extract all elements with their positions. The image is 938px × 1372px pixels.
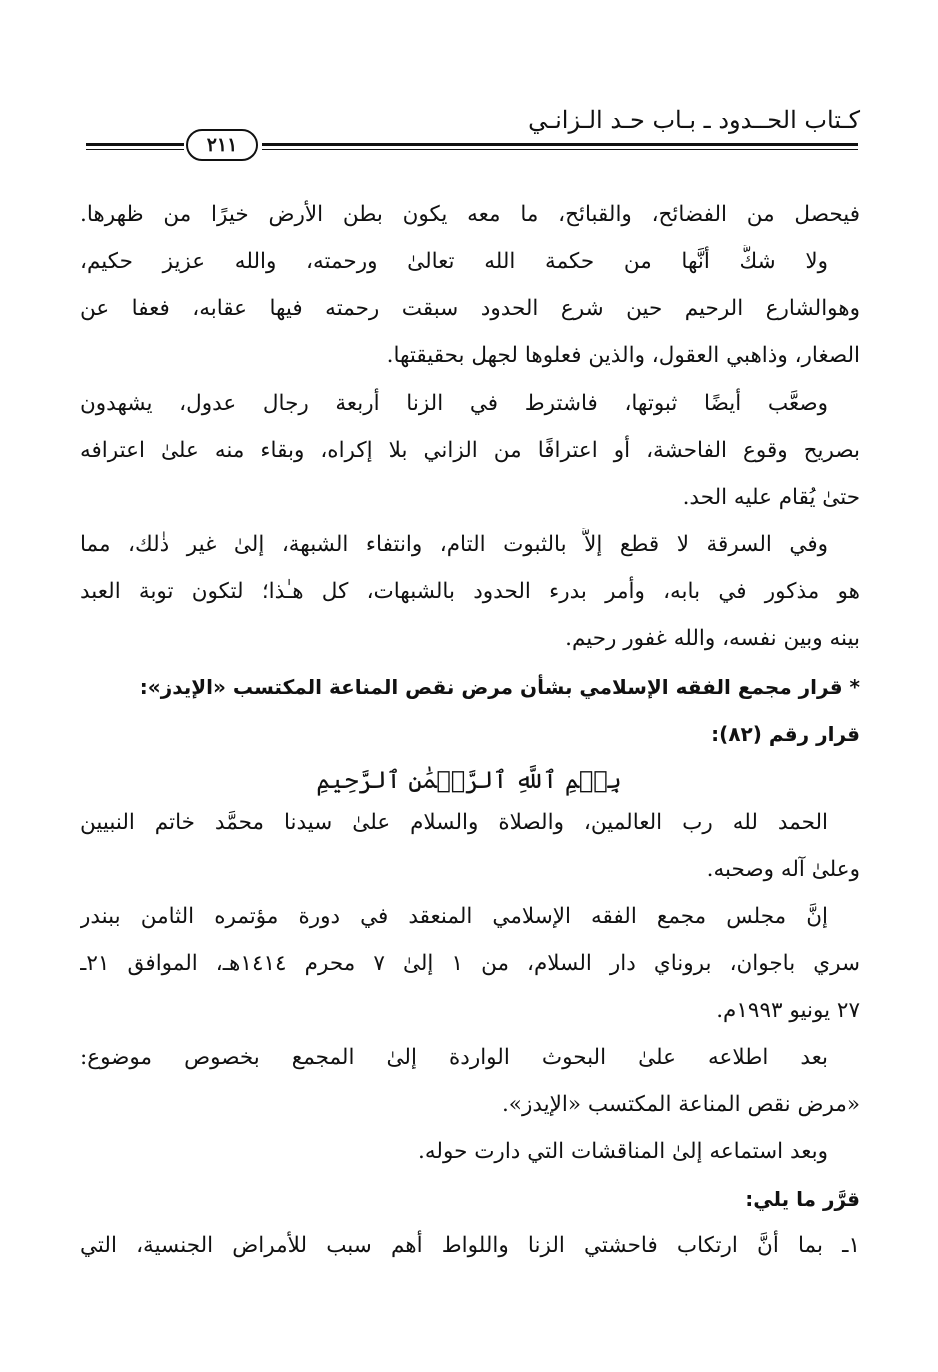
text-line: وهوالشارع الرحيم حين شرع الحدود سبقت رحمته فيها عقابه، فعفا عن bbox=[80, 296, 860, 321]
text-line: وبعد استماعه إلىٰ المناقشات التي دارت حوله. bbox=[418, 1139, 828, 1164]
running-title: كـتاب الحــدود ـ بـاب حـد الـزانـي bbox=[528, 106, 860, 134]
basmala: بِسۡمِ ٱللَّهِ ٱلرَّحۡمَٰنِ ٱلرَّحِيمِ bbox=[316, 766, 622, 794]
text-line: حتىٰ يُقام عليه الحد. bbox=[682, 485, 860, 510]
text-line: ولا شكَّ أنَّها من حكمة الله تعالىٰ ورحمته، والله عزيز حكيم، bbox=[80, 249, 828, 274]
text-line: الحمد لله رب العالمين، والصلاة والسلام علىٰ سيدنا محمَّد خاتم النبيين bbox=[80, 810, 828, 835]
text-line: بصريح وقوع الفاحشة، أو اعترافًا من الزاني بلا إكراه، وبقاء منه علىٰ اعترافه bbox=[80, 438, 860, 463]
text-line: الصغار، وذاهبي العقول، والذين فعلوها لجهل بحقيقتها. bbox=[386, 343, 860, 368]
text-line: بينه وبين نفسه، والله غفور رحيم. bbox=[565, 626, 860, 651]
header-rule-left bbox=[86, 143, 184, 146]
page-number: ٢١١ bbox=[186, 129, 258, 161]
text-line: فيحصل من الفضائح، والقبائح، ما معه يكون بطن الأرض خيرًا من ظهرها. bbox=[80, 202, 860, 227]
text-line: إنَّ مجلس مجمع الفقه الإسلامي المنعقد في دورة مؤتمره الثامن ببندر bbox=[80, 904, 828, 929]
text-line: هو مذكور في بابه، وأمر بدرء الحدود بالشبهات، كل هـٰذا؛ لتكون توبة العبد bbox=[80, 579, 860, 604]
header-rule bbox=[262, 143, 858, 146]
text-line: ١ـ بما أنَّ ارتكاب فاحشتي الزنا واللواط أهم سبب للأمراض الجنسية، التي bbox=[80, 1233, 860, 1258]
text-line: وفي السرقة لا قطع إلاَّ بالثبوت التام، وانتفاء الشبهة، إلىٰ غير ذٰلك، مما bbox=[80, 532, 828, 557]
text-line: وصعَّب أيضًا ثبوتها، فاشترط في الزنا أربعة رجال عدول، يشهدون bbox=[80, 391, 828, 416]
text-line: وعلىٰ آله وصحبه. bbox=[706, 857, 860, 882]
header-rule-left-thin bbox=[86, 149, 184, 150]
header-rule-thin bbox=[262, 149, 858, 150]
decision-heading: * قرار مجمع الفقه الإسلامي بشأن مرض نقص المناعة المكتسب «الإيدز»: bbox=[139, 675, 860, 699]
text-line: سري باجوان، بروناي دار السلام، من ١ إلىٰ ٧ محرم ١٤١٤هـ، الموافق ٢١ـ bbox=[80, 951, 860, 976]
text-line: «مرض نقص المناعة المكتسب «الإيدز». bbox=[501, 1092, 860, 1117]
decision-intro: قرَّر ما يلي: bbox=[745, 1187, 860, 1211]
text-line: بعد اطلاعه علىٰ البحوث الواردة إلىٰ المجمع بخصوص موضوع: bbox=[80, 1045, 828, 1070]
text-line: ٢٧ يونيو ١٩٩٣م. bbox=[716, 998, 860, 1023]
decision-number: قرار رقم (٨٢): bbox=[711, 722, 860, 746]
